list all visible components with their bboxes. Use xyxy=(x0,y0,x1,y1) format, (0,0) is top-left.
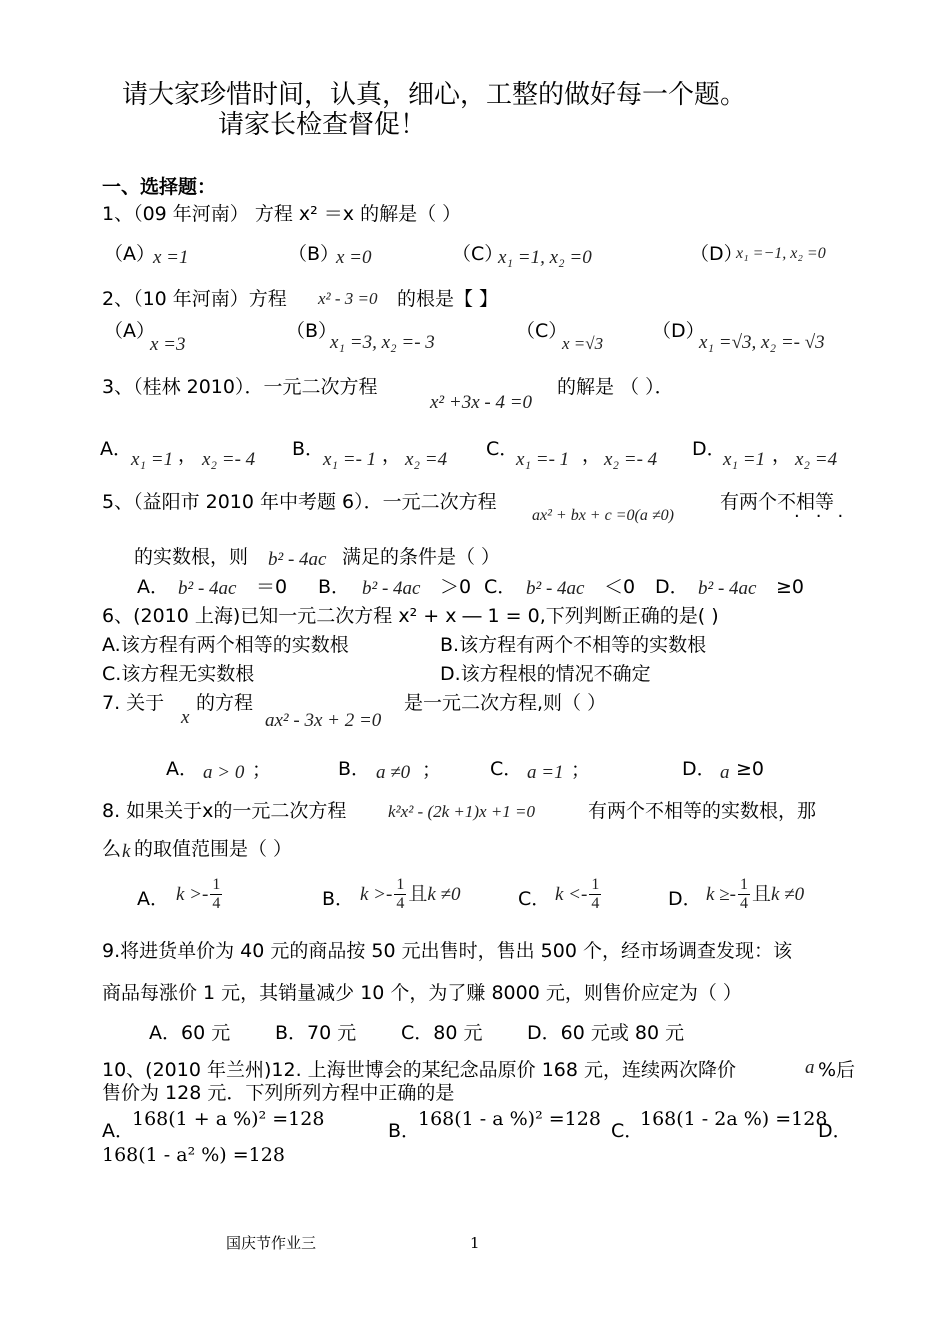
q2-equation: x² - 3 =0 xyxy=(318,289,378,308)
q7-option-d: a xyxy=(720,762,730,783)
q5-option-a-rel: ＝0 xyxy=(256,576,288,598)
q8-option-a-fraction xyxy=(210,876,222,912)
q3-option-b-x2: x₂ =4 xyxy=(405,449,448,470)
q3-equation: x² +3x - 4 =0 xyxy=(430,392,533,413)
q8-option-a-label: A． xyxy=(137,888,169,910)
q8-line2-b: 的取值范围是（ ） xyxy=(134,838,293,860)
q5-option-d-label: D． xyxy=(655,576,689,598)
q1-option-d-label: （D） xyxy=(690,243,743,265)
q5-option-d-expr: b² - 4ac xyxy=(698,578,757,599)
q8-option-a-denominator: 4 xyxy=(212,894,221,912)
q7-stem-c: 是一元二次方程,则（ ） xyxy=(404,692,607,714)
q8-option-d-suffix: k ≠0 xyxy=(770,883,805,905)
q10-option-d: 168(1 - a² %) =128 xyxy=(102,1144,285,1166)
q5-equation: ax² + bx + c =0(a ≠0) xyxy=(532,507,674,524)
q8-option-c-label: C． xyxy=(518,888,551,910)
q7-option-a-label: A． xyxy=(166,758,198,780)
q3-option-d-comma: ， xyxy=(772,444,792,466)
q7-option-c-label: C． xyxy=(490,758,523,780)
q8-option-c-fraction xyxy=(589,876,601,912)
q5-line2-a: 的实数根，则 xyxy=(134,546,249,568)
q2-option-b: x₁ =3, x₂ =- 3 xyxy=(330,332,435,353)
q7-variable: x xyxy=(181,707,190,728)
q6-option-c: C.该方程无实数根 xyxy=(102,663,255,685)
q10-option-c-label: C． xyxy=(611,1120,644,1142)
q6-option-d: D.该方程根的情况不确定 xyxy=(440,663,651,685)
q2-option-a-label: （A） xyxy=(104,320,155,342)
q7-option-b: a ≠0 xyxy=(376,762,411,783)
q7-option-b-end: ； xyxy=(422,759,442,781)
q7-equation: ax² - 3x + 2 =0 xyxy=(265,710,382,731)
q3-option-a-comma: ， xyxy=(178,444,198,466)
footer-title: 国庆节作业三 xyxy=(226,1234,317,1252)
header-line-1: 请大家珍惜时间，认真，细心，工整的做好每一个题。 xyxy=(122,80,747,110)
q8-option-b-numerator: 1 xyxy=(396,876,405,893)
q3-option-c-x2: x₂ =- 4 xyxy=(604,449,658,470)
q2-stem-b: 的根是【 】 xyxy=(397,288,499,310)
q5-option-a-label: A． xyxy=(137,576,169,598)
q3-option-d-x1: x₁ =1 xyxy=(723,449,766,470)
q3-stem-a: 3、（桂林 2010）．一元二次方程 xyxy=(102,376,378,398)
q1-option-d: x₁ =−1, x₂ =0 xyxy=(736,245,826,262)
q8-option-b-denominator: 4 xyxy=(396,894,405,912)
q8-option-d-prefix: k ≥- xyxy=(706,883,736,905)
q3-option-a-x1: x₁ =1 xyxy=(131,449,174,470)
q3-option-d-label: D． xyxy=(692,438,726,460)
q10-option-a: 168(1 + a %)² =128 xyxy=(132,1108,325,1130)
q8-option-d-fraction xyxy=(738,876,750,912)
page-number: 1 xyxy=(470,1234,480,1252)
q8-option-d-label: D． xyxy=(668,888,702,910)
q8-option-b-and: 且 xyxy=(408,882,428,905)
q8-option-d-denominator: 4 xyxy=(739,894,748,912)
q8-option-a xyxy=(176,876,224,912)
q8-option-b-prefix: k >- xyxy=(360,883,393,905)
q8-stem-a: 8. 如果关于x的一元二次方程 xyxy=(102,800,347,822)
q5-option-b-label: B． xyxy=(318,576,351,598)
q8-option-b-fraction xyxy=(394,876,406,912)
q6-option-b: B.该方程有两个不相等的实数根 xyxy=(440,634,707,656)
q8-option-d xyxy=(706,876,804,912)
q3-option-a-x2: x₂ =- 4 xyxy=(202,449,256,470)
q5-option-b-expr: b² - 4ac xyxy=(362,578,421,599)
q2-option-c: x =√3 xyxy=(562,334,604,353)
q1-option-b: x =0 xyxy=(336,247,372,268)
q3-option-c-x1: x₁ =- 1 xyxy=(516,449,570,470)
q2-option-c-label: （C） xyxy=(516,320,568,342)
q10-option-b-label: B． xyxy=(388,1120,421,1142)
q10-line-1-b: %后 xyxy=(818,1059,856,1081)
q1-option-c-label: （C） xyxy=(452,243,504,265)
q8-line2-variable: k xyxy=(122,841,131,862)
q8-option-d-and: 且 xyxy=(751,882,771,905)
q2-stem-a: 2、（10 年河南）方程 xyxy=(102,288,287,310)
q2-option-b-label: （B） xyxy=(286,320,338,342)
q9-line-2: 商品每涨价 1 元，其销量减少 10 个，为了赚 8000 元，则售价应定为（ ） xyxy=(102,982,742,1004)
q3-option-b-x1: x₁ =- 1 xyxy=(323,449,377,470)
q9-option-c: C．80 元 xyxy=(401,1022,483,1044)
q2-option-d: x₁ =√3, x₂ =- √3 xyxy=(699,332,825,353)
q5-option-a-expr: b² - 4ac xyxy=(178,578,237,599)
q5-stem-b: 有两个不相等 xyxy=(720,491,835,513)
q8-option-b xyxy=(360,876,460,912)
q7-option-c: a =1 xyxy=(527,762,564,783)
q5-line2-b: 满足的条件是（ ） xyxy=(342,546,501,568)
section-title: 一、选择题： xyxy=(102,176,217,198)
q8-equation: k²x² - (2k +1)x +1 =0 xyxy=(388,802,536,821)
q7-option-b-label: B． xyxy=(338,758,371,780)
q9-option-d: D．60 元或 80 元 xyxy=(527,1022,685,1044)
q5-emphasis-dots: ··· xyxy=(794,506,860,527)
q8-option-d-numerator: 1 xyxy=(739,876,748,893)
q1-option-c: x₁ =1, x₂ =0 xyxy=(498,247,592,268)
q6-option-a: A.该方程有两个相等的实数根 xyxy=(102,634,349,656)
q7-option-d-rel: ≥0 xyxy=(736,758,765,780)
q8-stem-b: 有两个不相等的实数根，那 xyxy=(588,800,817,822)
header-line-2: 请家长检查督促！ xyxy=(218,110,427,140)
q8-line2-a: 么 xyxy=(102,838,122,860)
q7-option-a: a > 0 xyxy=(203,762,245,783)
q9-line-1: 9.将进货单价为 40 元的商品按 50 元出售时，售出 500 个，经市场调查发现：该 xyxy=(102,940,792,962)
q8-option-b-label: B． xyxy=(322,888,355,910)
q10-option-a-label: A． xyxy=(102,1120,134,1142)
q5-option-c-rel: ＜0 xyxy=(604,576,636,598)
q2-option-d-label: （D） xyxy=(652,320,705,342)
q7-option-d-label: D． xyxy=(682,758,716,780)
q10-line-2: 售价为 128 元．下列所列方程中正确的是 xyxy=(102,1082,455,1104)
q9-option-a: A．60 元 xyxy=(149,1022,231,1044)
q10-option-d-label: D． xyxy=(818,1120,852,1142)
q7-option-a-end: ； xyxy=(252,759,272,781)
q3-option-d-x2: x₂ =4 xyxy=(795,449,838,470)
q8-option-c xyxy=(555,876,603,912)
q1-stem: 1、（09 年河南） 方程 x² ＝x 的解是（ ） xyxy=(102,203,462,225)
q7-option-c-end: ； xyxy=(571,759,591,781)
q5-option-d-rel: ≥0 xyxy=(776,576,805,598)
q1-option-b-label: （B） xyxy=(288,243,340,265)
q8-option-c-numerator: 1 xyxy=(591,876,600,893)
q3-option-b-label: B． xyxy=(292,438,325,460)
q7-stem-a: 7. 关于 xyxy=(102,692,165,714)
q3-option-b-comma: ， xyxy=(382,444,402,466)
q1-option-a: x =1 xyxy=(153,247,189,268)
q5-option-c-label: C． xyxy=(484,576,517,598)
q10-line-1-a: 10、(2010 年兰州)12. 上海世博会的某纪念品原价 168 元，连续两次降价 xyxy=(102,1059,736,1081)
q8-option-c-prefix: k <- xyxy=(555,883,588,905)
q3-option-c-comma: ， xyxy=(582,444,602,466)
q9-option-b: B．70 元 xyxy=(275,1022,357,1044)
q8-option-c-denominator: 4 xyxy=(591,894,600,912)
q5-stem-a: 5、（益阳市 2010 年中考题 6）．一元二次方程 xyxy=(102,491,497,513)
q5-option-c-expr: b² - 4ac xyxy=(526,578,585,599)
q10-option-c: 168(1 - 2a %) =128 xyxy=(640,1108,828,1130)
q8-option-b-suffix: k ≠0 xyxy=(427,883,461,905)
q1-option-a-label: （A） xyxy=(104,243,155,265)
q10-option-b: 168(1 - a %)² =128 xyxy=(418,1108,601,1130)
q3-stem-b: 的解是 （ ）． xyxy=(557,376,674,398)
q2-option-a: x =3 xyxy=(150,334,186,355)
q8-option-a-numerator: 1 xyxy=(212,876,221,893)
q3-option-c-label: C． xyxy=(486,438,519,460)
q5-line2-expr: b² - 4ac xyxy=(268,549,327,570)
q7-stem-b: 的方程 xyxy=(196,692,254,714)
q5-option-b-rel: ＞0 xyxy=(440,576,472,598)
q3-option-a-label: A． xyxy=(100,438,132,460)
q8-option-a-prefix: k >- xyxy=(176,883,209,905)
q10-line-1-variable: a xyxy=(805,1057,815,1078)
q6-stem: 6、(2010 上海)已知一元二次方程 x² + x ― 1 = 0,下列判断正确的是( ) xyxy=(102,605,719,627)
